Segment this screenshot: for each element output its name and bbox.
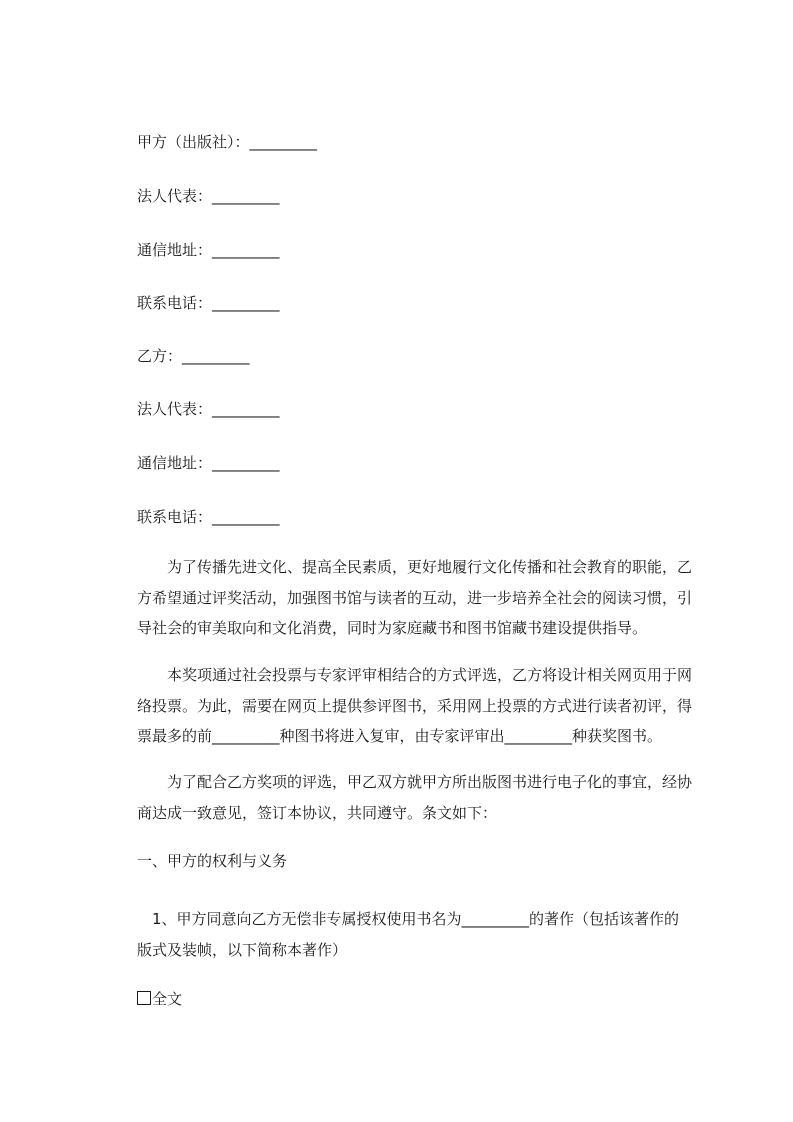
paragraph-selection-method bbox=[137, 660, 699, 752]
party-b-rep-line: 法人代表：_________ bbox=[137, 400, 280, 418]
clause-line: 版式及装帧，以下简称本著作） bbox=[137, 940, 348, 959]
paragraph-line: 络投票。为此，需要在网页上提供参评图书，采用网上投票的方式进行读者初评，得 bbox=[137, 696, 693, 715]
paragraph-line: 商达成一致意见，签订本协议，共同遵守。条文如下： bbox=[137, 803, 498, 822]
section-heading-party-a-rights: 一、甲方的权利与义务 bbox=[137, 852, 288, 870]
clause-1 bbox=[137, 904, 699, 965]
paragraph-line: 票最多的前_________种图书将进入复审，由专家评审出_________种获奖图书。 bbox=[137, 727, 663, 745]
party-a-name-line: 甲方（出版社）：_________ bbox=[137, 133, 318, 151]
paragraph-line: 本奖项通过社会投票与专家评审相结合的方式评选，乙方将设计相关网页用于网 bbox=[137, 666, 693, 684]
paragraph-purpose bbox=[137, 552, 699, 644]
paragraph-line: 为了配合乙方奖项的评选，甲乙双方就甲方所出版图书进行电子化的事宜，经协 bbox=[137, 773, 693, 791]
paragraph-line: 方希望通过评奖活动，加强图书馆与读者的互动，进一步培养全社会的阅读习惯，引 bbox=[137, 588, 693, 607]
party-b-address-line: 通信地址：_________ bbox=[137, 454, 280, 472]
party-a-phone-line: 联系电话：_________ bbox=[137, 294, 280, 312]
paragraph-line: 导社会的审美取向和文化消费，同时为家庭藏书和图书馆藏书建设提供指导。 bbox=[137, 619, 648, 637]
option-full-text[interactable] bbox=[137, 989, 182, 1009]
party-a-address-line: 通信地址：_________ bbox=[137, 241, 280, 259]
party-b-name-line: 乙方：_________ bbox=[137, 347, 250, 365]
party-b-phone-line: 联系电话：_________ bbox=[137, 508, 280, 526]
clause-line: 1、甲方同意向乙方无偿非专属授权使用书名为_________的著作（包括该著作的 bbox=[137, 910, 680, 928]
paragraph-agreement-intro bbox=[137, 767, 699, 828]
paragraph-line: 为了传播先进文化、提高全民素质，更好地履行文化传播和社会教育的职能，乙 bbox=[137, 558, 693, 576]
party-a-rep-line: 法人代表：_________ bbox=[137, 187, 280, 205]
checkbox-icon[interactable] bbox=[137, 991, 151, 1005]
option-full-text-label: 全文 bbox=[152, 990, 183, 1008]
